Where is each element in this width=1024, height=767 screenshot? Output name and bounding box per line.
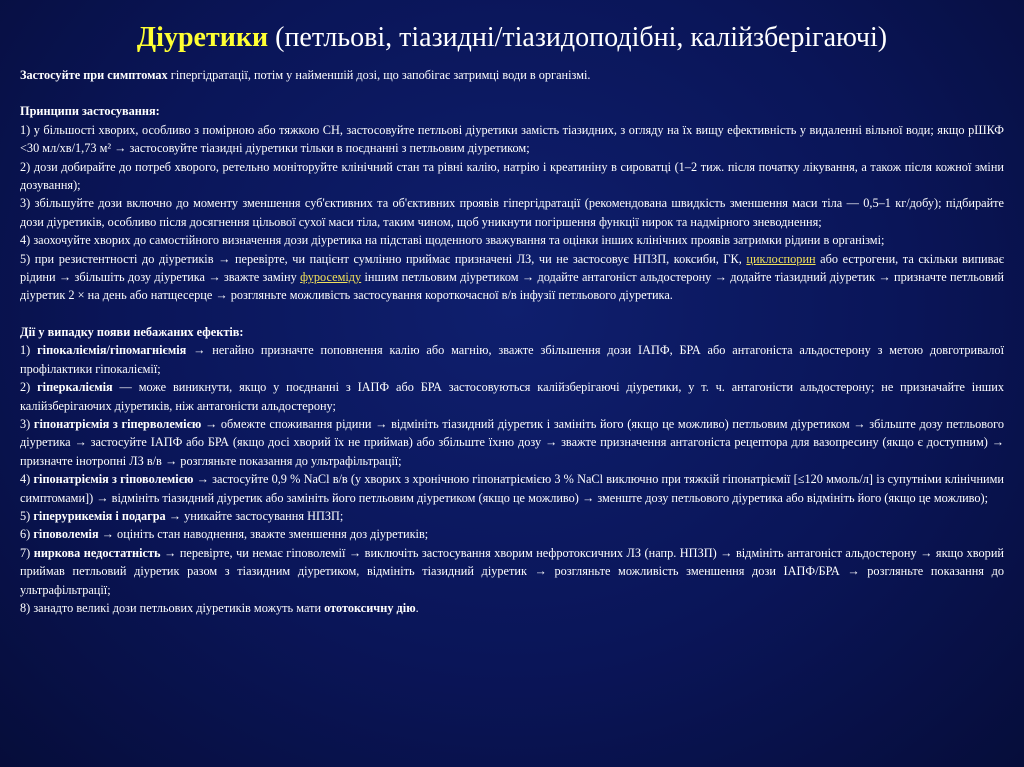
effect-3-text: → обмежте споживання рідини → відмініть тіазидний діуретик і замініть його (якщо це можливо) петльовим діуретиком → збільште дозу петльового діуретика → застосуйте ІАПФ або БРА (якщо досі хворий їх не приймав) або збільште їхню дозу → зважте призначення антагоніста рецептора для вазопресину (якщо є доступним) → призначте інотропні ЛЗ в/в → розгляньте показання до ультрафільтрації; (20, 416, 1005, 468)
slide-body (20, 66, 1004, 617)
effect-7 (20, 544, 1004, 599)
principles-heading (20, 102, 1004, 120)
effect-8-text: 8) занадто великі дози петльових діуретиків можуть мати (20, 600, 325, 615)
effect-4-num: 4) (20, 472, 34, 487)
effects-heading-text: Дії у випадку появи небажаних ефектів: (20, 324, 244, 339)
effect-5-text: → уникайте застосування НПЗП; (165, 508, 344, 523)
effect-7-num: 7) (20, 545, 34, 560)
principle-5-text-b: або естрогени, та скільки випиває рідини → збільшіть дозу діуретика → зважте заміну (20, 251, 1004, 285)
intro-text: гіпергідратації, потім у найменшій дозі, що запобігає затримці води в організмі. (167, 68, 591, 82)
effect-4-term: гіпонатріємія з гіповолемією (33, 472, 194, 487)
effect-6-text: → оцініть стан наводнення, зважте зменшення доз діуретиків; (98, 527, 429, 542)
effects-heading (20, 323, 1004, 341)
intro-bold: Застосуйте при симптомах (20, 68, 168, 82)
effect-4 (20, 470, 1004, 507)
effect-2-text: — може виникнути, якщо у поєднанні з ІАПФ або БРА застосовуються калійзберігаючі діуретики, у т. ч. антагоністи альдостерону; не призначайте інших калійзберігаючих діуретиків, ніж антагоністи альдостерону; (20, 380, 1004, 413)
effect-3-num: 3) (20, 416, 34, 431)
effect-5-num: 5) (20, 508, 34, 523)
principle-4: 4) заохочуйте хворих до самостійного визначення дози діуретика на підставі щоденного зважування та оцінки інших клінічних проявів затримки рідини в організмі; (20, 233, 885, 248)
principle-2: 2) дози добирайте до потреб хворого, ретельно моніторуйте клінічний стан та рівні калію, натрію і креатиніну в сироватці (1–2 тиж. після початку лікування, а також після кожної зміни дозування); (20, 159, 1004, 193)
effect-7-term: ниркова недостатність (33, 545, 161, 560)
effect-8 (20, 599, 1004, 617)
effect-8-term: ототоксичну дію (324, 600, 416, 615)
principles-heading-text: Принципи застосування: (20, 104, 160, 119)
principle-5-text-c: іншим петльовим діуретиком → додайте антагоніст альдостерону → додайте тіазидний діуретик → призначте петльовий діуретик 2 × на день або натщесерце → розгляньте можливість застосування короткочасної в/в інфузії петльового діуретика. (20, 270, 1004, 303)
intro-paragraph (20, 66, 1004, 84)
effect-2 (20, 378, 1004, 415)
effect-5 (20, 507, 1004, 525)
effect-8-end: . (415, 600, 419, 615)
effect-6 (20, 525, 1004, 543)
effect-2-num: 2) (20, 380, 38, 395)
effect-1-text: → негайно призначте поповнення калію або магнію, зважте збільшення дози ІАПФ, БРА або антагоніста альдостерону з метою довготривалої профілактики гіпокаліємії; (20, 343, 1004, 376)
effect-1-num: 1) (20, 343, 38, 358)
principle-5-text-a: 5) при резистентності до діуретиків → перевірте, чи пацієнт сумлінно приймає призначені ЛЗ, чи не застосовує НПЗП, коксиби, ГК, (20, 251, 747, 266)
effect-3-term: гіпонатріємія з гіперволемією (33, 416, 202, 431)
effect-3 (20, 415, 1004, 470)
principle-1: 1) у більшості хворих, особливо з помірною або тяжкою СН, застосовуйте петльові діуретики замість тіазидних, з огляду на їх вищу ефективність у видаленні вільної води; якщо рШКФ <30 мл/хв/1,73 м² → застосовуйте тіазидні діуретики тільки в поєднанні з петльовим діуретиком; (20, 122, 1004, 156)
effect-6-num: 6) (20, 527, 34, 542)
effect-5-term: гіперурикемія і подагра (33, 508, 166, 523)
effect-7-text: → перевірте, чи немає гіповолемії → виключіть застосування хворим нефротоксичних ЛЗ (напр. НПЗП) → відмініть антагоніст альдостерону → якщо хворий приймав петльовий діуретик разом з тіазидним діуретиком, відмініть тіазидний діуретик → розгляньте можливість зменшення дози ІАПФ/БРА → розгляньте показання до ультрафільтрації; (20, 545, 1004, 597)
effect-2-term: гіперкаліємія (37, 380, 113, 395)
effect-6-term: гіповолемія (33, 527, 99, 542)
link-furosemide[interactable]: фуросеміду (300, 270, 362, 285)
effect-1 (20, 341, 1004, 378)
title-subtitle: (петльові, тіазидні/тіазидоподібні, калійзберігаючі) (268, 22, 888, 53)
principle-3: 3) збільшуйте дози включно до моменту зменшення суб'єктивних та об'єктивних проявів гіпергідратації (рекомендована швидкість зменшення маси тіла — 0,5–1 кг/добу); підбирайте дози діуретиків, особливо після досягнення цільової сухої маси тіла, таким чином, щоб уникнути погіршення функції нирок та надмірного зневоднення; (20, 196, 1004, 229)
title-main: Діуретики (136, 22, 269, 53)
link-cyclosporine[interactable]: циклоспорин (746, 251, 816, 266)
effect-4-text: → застосуйте 0,9 % NaCl в/в (у хворих з хронічною гіпонатріємією 3 % NaCl виключно при тяжкій гіпонатріємії [≤120 ммоль/л] із супутніми клінічними симптомами]) → відмініть тіазидний діуретик або замініть його петльовим діуретиком (якщо це можливо) → зменште дозу петльового діуретика або відмініть його (якщо це можливо); (20, 472, 1004, 505)
slide-title (0, 20, 1024, 56)
effect-1-term: гіпокаліємія/гіпомагніємія (37, 343, 187, 358)
principle-5 (20, 250, 1004, 305)
